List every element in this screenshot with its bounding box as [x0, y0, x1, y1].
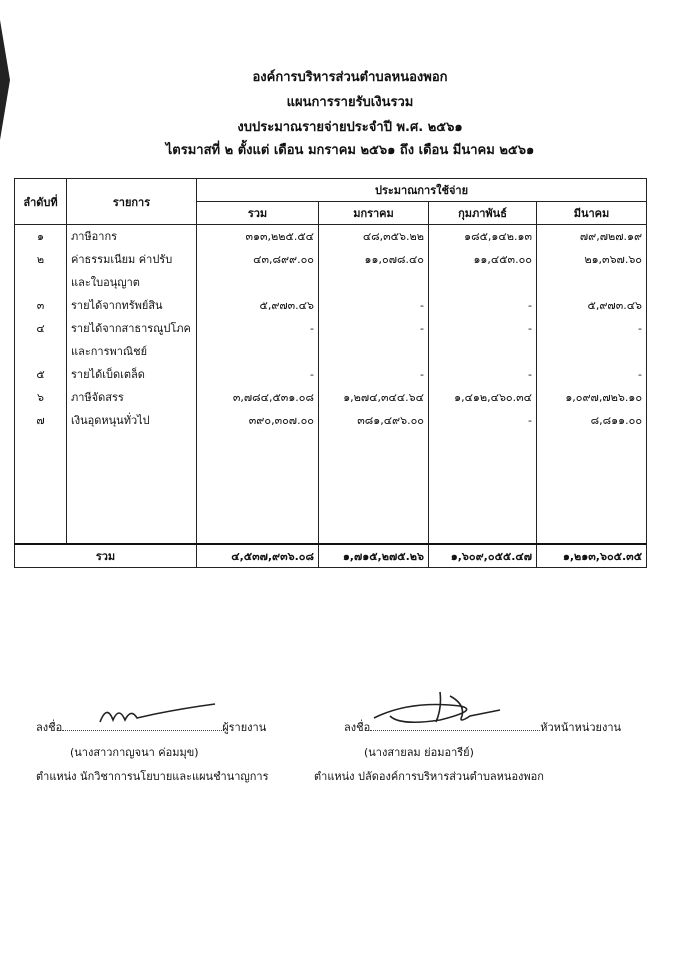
cell-item: รายได้จากทรัพย์สิน	[71, 299, 163, 312]
period-title: ไตรมาสที่ ๒ ตั้งแต่ เดือน มกราคม ๒๕๖๑ ถึง เดือน มีนาคม ๒๕๖๑	[165, 143, 535, 158]
cell-total: ๕,๙๗๓.๔๖	[259, 299, 314, 312]
grand-total-mar: ๑,๒๑๓,๖๐๕.๓๕	[537, 544, 647, 568]
cell-mar: ๘,๘๑๑.๐๐	[590, 414, 643, 427]
cell-total: -	[310, 322, 314, 335]
cell-item: รายได้จากสาธารณูปโภค	[71, 322, 191, 335]
cell-item-cont: และการพาณิชย์	[71, 345, 148, 358]
cell-total: ๓๑๓,๒๒๕.๕๔	[245, 230, 314, 243]
cell-total: ๓,๗๘๔,๕๓๑.๐๘	[232, 391, 314, 404]
right-signer-position: ตำแหน่ง ปลัดองค์การบริหารส่วนตำบลหนองพอก	[314, 770, 544, 783]
cell-mar: -	[638, 368, 643, 381]
cell-mar: ๗๙,๗๒๗.๑๙	[579, 230, 643, 243]
cell-total: ๓๙๐,๓๐๗.๐๐	[248, 414, 314, 427]
total-label: รวม	[15, 544, 197, 568]
right-sign-prefix: ลงชื่อ	[344, 721, 371, 734]
right-sign-role: หัวหน้าหน่วยงาน	[540, 721, 622, 734]
cell-jan: ๑๑,๐๗๘.๔๐	[364, 253, 424, 266]
grand-total-feb: ๑,๖๐๙,๐๕๕.๔๗	[429, 544, 537, 568]
col-no-cells	[15, 225, 67, 545]
cell-jan: -	[420, 368, 424, 381]
org-title: องค์การบริหารส่วนตำบลหนองพอก	[252, 70, 448, 85]
cell-no: ๔	[36, 322, 45, 335]
col-header-total: รวม	[197, 202, 319, 225]
grand-total-jan: ๑,๗๑๕,๒๗๕.๒๖	[319, 544, 429, 568]
cell-feb: -	[528, 368, 532, 381]
cell-total: ๔๓,๘๙๙.๐๐	[253, 253, 314, 266]
left-signer-name: (นางสาวกาญจนา ค่อมมุข)	[70, 746, 199, 759]
cell-jan: ๔๘,๓๕๖.๒๒	[362, 230, 424, 243]
budget-title: งบประมาณรายจ่ายประจำปี พ.ศ. ๒๕๖๑	[237, 120, 463, 135]
plan-title: แผนการรายรับเงินรวม	[286, 95, 414, 110]
col-jan-cells	[319, 225, 429, 545]
left-sign-prefix: ลงชื่อ	[36, 721, 63, 734]
cell-jan: -	[420, 299, 424, 312]
table-body	[15, 225, 647, 545]
cell-mar: ๒๑,๓๖๗.๖๐	[584, 253, 643, 266]
cell-no: ๑	[37, 230, 44, 243]
cell-no: ๓	[36, 299, 45, 312]
cell-mar: -	[638, 322, 643, 335]
cell-item: ภาษีอากร	[71, 230, 118, 243]
cell-no: ๕	[36, 368, 45, 381]
cell-no: ๗	[36, 414, 45, 427]
cell-item: รายได้เบ็ดเตล็ด	[71, 368, 145, 381]
cell-item-cont: และใบอนุญาต	[71, 276, 140, 289]
cell-feb: -	[528, 414, 532, 427]
cell-feb: ๑๘๕,๑๔๒.๑๓	[464, 230, 532, 243]
cell-item: ภาษีจัดสรร	[71, 391, 124, 404]
right-signature-line	[344, 718, 621, 736]
left-sign-role: ผู้รายงาน	[222, 721, 267, 734]
total-row	[15, 544, 647, 568]
cell-feb: -	[528, 322, 532, 335]
left-signature-line	[36, 718, 266, 736]
cell-feb: ๑๑,๔๕๓.๐๐	[473, 253, 532, 266]
right-signer-name: (นางสายลม ย่อมอารีย์)	[364, 746, 474, 759]
col-mar-cells	[537, 225, 647, 545]
col-header-group: ประมาณการใช้จ่าย	[197, 179, 647, 202]
col-header-jan: มกราคม	[319, 202, 429, 225]
col-header-mar: มีนาคม	[537, 202, 647, 225]
col-header-no: ลำดับที่	[15, 179, 67, 225]
cell-no: ๒	[36, 253, 45, 266]
cell-jan: ๑,๒๗๔,๓๔๔.๖๔	[343, 391, 424, 404]
cell-item: เงินอุดหนุนทั่วไป	[71, 414, 150, 427]
col-item-cells	[67, 225, 197, 545]
col-header-feb: กุมภาพันธ์	[429, 202, 537, 225]
grand-total: ๔,๕๓๗,๙๓๖.๐๘	[197, 544, 319, 568]
left-signer-position: ตำแหน่ง นักวิชาการนโยบายและแผนชำนาญการ	[36, 770, 269, 783]
col-header-item: รายการ	[67, 179, 197, 225]
col-total-cells	[197, 225, 319, 545]
cell-mar: ๑,๐๙๗,๗๒๖.๑๐	[565, 391, 643, 404]
budget-table	[14, 178, 647, 568]
cell-feb: -	[528, 299, 532, 312]
cell-item: ค่าธรรมเนียม ค่าปรับ	[71, 253, 173, 266]
cell-mar: ๕,๙๗๓.๔๖	[587, 299, 643, 312]
cell-feb: ๑,๔๑๒,๔๖๐.๓๔	[454, 391, 532, 404]
col-feb-cells	[429, 225, 537, 545]
cell-total: -	[310, 368, 314, 381]
cell-jan: -	[420, 322, 424, 335]
cell-jan: ๓๘๑,๔๙๖.๐๐	[357, 414, 424, 427]
cell-no: ๖	[37, 391, 44, 404]
